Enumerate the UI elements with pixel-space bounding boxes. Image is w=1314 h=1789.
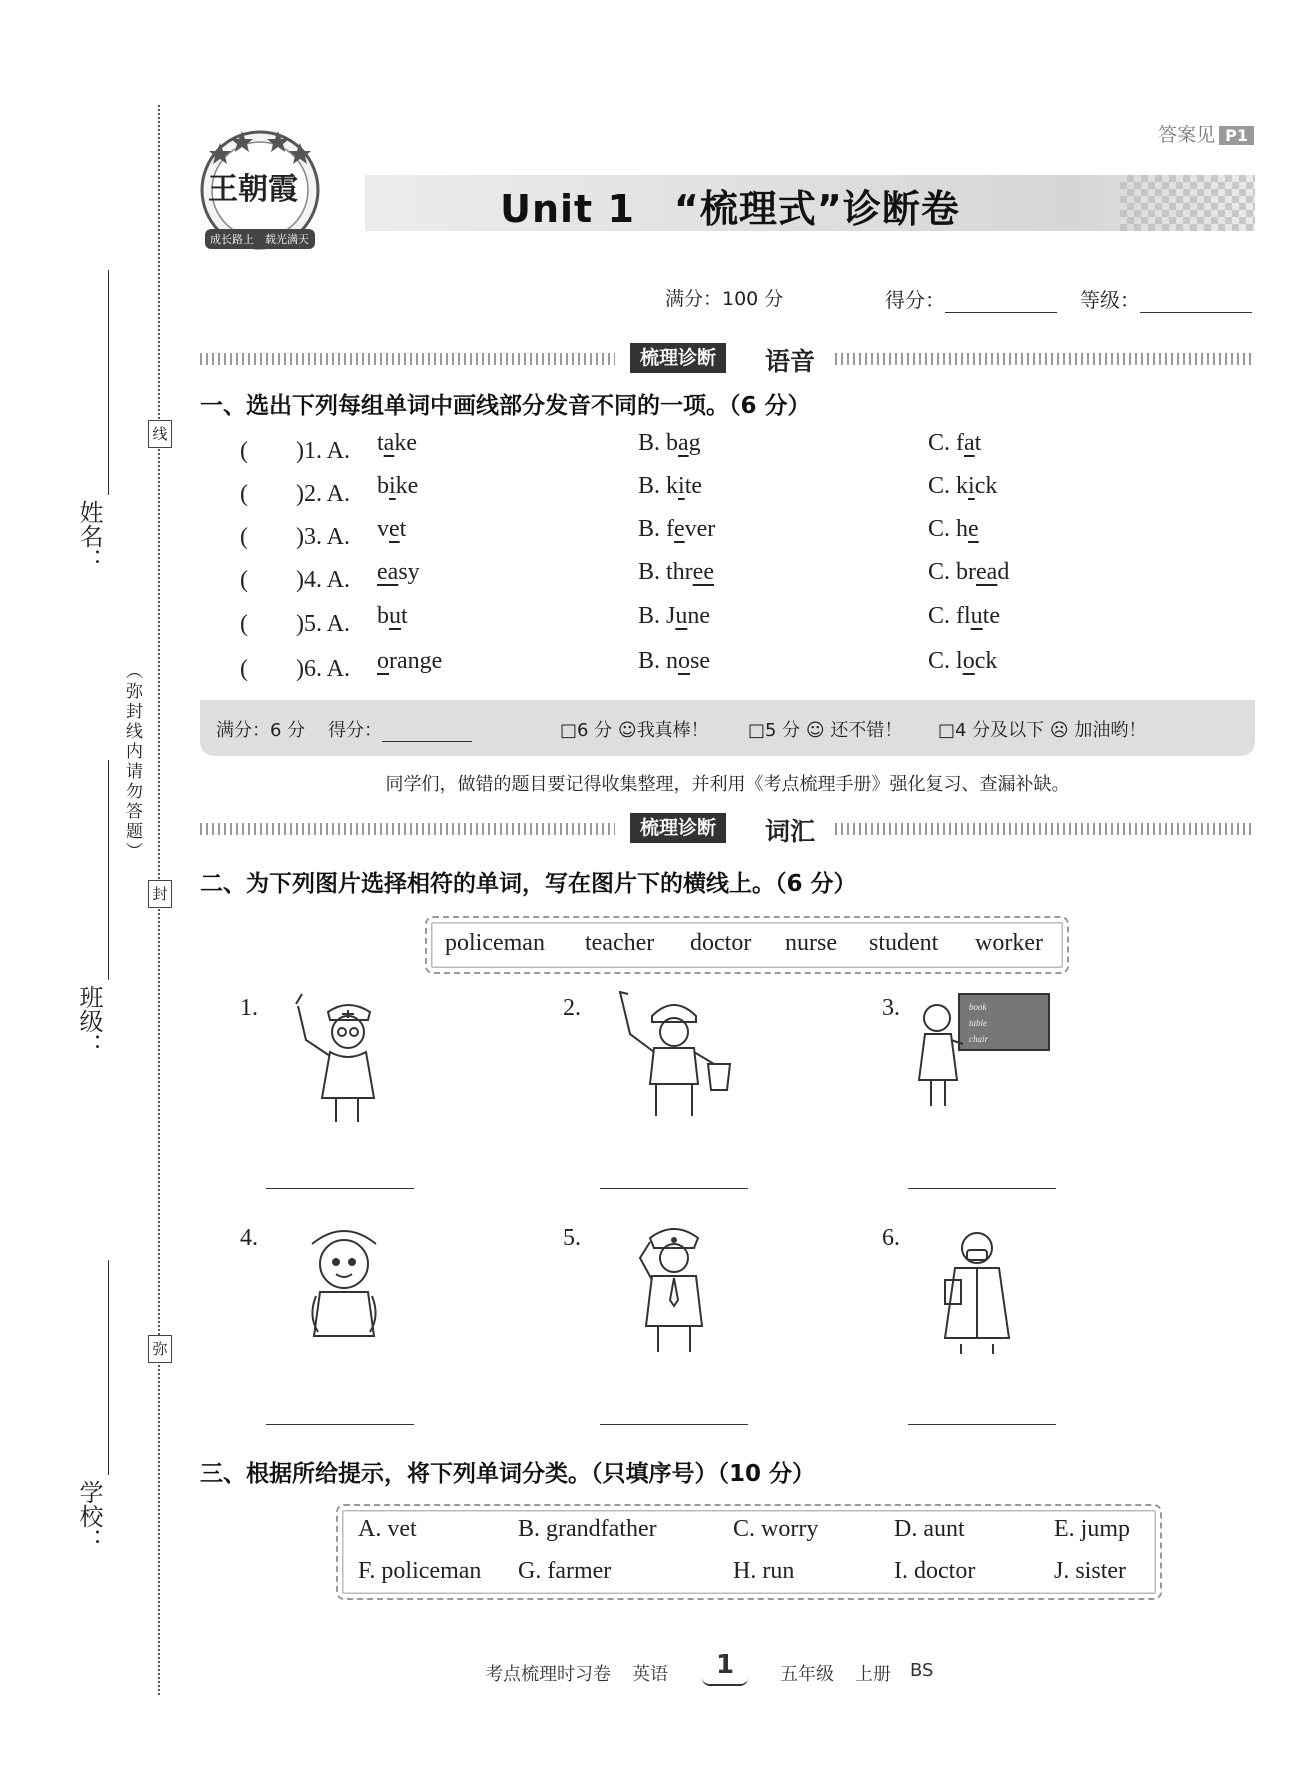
- section-bar-phonetics: [200, 343, 1255, 375]
- word-option: policeman: [445, 930, 545, 956]
- answer-line-2[interactable]: [600, 1188, 748, 1189]
- answer-reference: 答案见 P1: [1158, 120, 1254, 147]
- picture-number: 3.: [882, 995, 900, 1021]
- teacher-picture-icon: [905, 988, 1055, 1128]
- page-title: Unit 1 “梳理式”诊断卷: [500, 187, 960, 231]
- classify-word: B. grandfather: [518, 1516, 657, 1542]
- classify-word: G. farmer: [518, 1558, 612, 1584]
- answer-line-5[interactable]: [600, 1424, 748, 1425]
- picture-number: 5.: [563, 1225, 581, 1251]
- policeman-picture-icon: [600, 1218, 750, 1358]
- answer-line-4[interactable]: [266, 1424, 414, 1425]
- footer-grade: 五年级: [780, 1664, 834, 1685]
- section-tag: 梳理诊断: [630, 343, 726, 373]
- mark-mi: 弥: [148, 1335, 172, 1363]
- picture-number: 2.: [563, 995, 581, 1021]
- footer-volume: 上册: [855, 1664, 891, 1685]
- title-checker-decoration: [1120, 175, 1255, 231]
- class-field[interactable]: [108, 760, 109, 980]
- classify-word: H. run: [733, 1558, 795, 1584]
- answer-line-3[interactable]: [908, 1188, 1056, 1189]
- phonetics-row-4[interactable]: ( )4. A. easy B. three C. bread: [240, 559, 1010, 593]
- word-option: student: [869, 930, 939, 956]
- section-full-score: 满分：6 分: [216, 720, 306, 741]
- rating-option-4[interactable]: □4 分及以下 ☹ 加油哟！: [938, 720, 1147, 741]
- neutral-face-icon: ☺: [805, 720, 825, 741]
- classify-word: D. aunt: [894, 1516, 965, 1542]
- classify-word: J. sister: [1054, 1558, 1126, 1584]
- word-option: nurse: [785, 930, 837, 956]
- logo-motto-right: 载光满天: [265, 234, 309, 246]
- phonetics-row-6[interactable]: ( )6. A. orange B. nose C. lock: [240, 648, 998, 682]
- rating-option-5[interactable]: □5 分 ☺ 还不错！: [748, 720, 903, 741]
- section-name: 词汇: [765, 817, 816, 846]
- mark-line: 线: [148, 420, 172, 448]
- phonetics-row-2[interactable]: ( )2. A. bike B. kite C. kick: [240, 473, 998, 507]
- full-score: 满分：100 分: [665, 288, 784, 310]
- school-label: 学校：: [75, 1480, 103, 1552]
- section-tag: 梳理诊断: [630, 813, 726, 843]
- svg-text:book: book: [969, 1002, 987, 1012]
- doctor-picture-icon: [905, 1218, 1055, 1358]
- section-score-field[interactable]: 得分：: [328, 716, 472, 742]
- picture-number: 4.: [240, 1225, 258, 1251]
- student-picture-icon: [270, 1218, 420, 1358]
- score-field[interactable]: 得分：: [885, 284, 1057, 313]
- phonetics-row-1[interactable]: ( )1. A. take B. bag C. fat: [240, 430, 982, 464]
- footer-subject: 英语: [632, 1664, 668, 1685]
- section-name: 语音: [765, 347, 816, 376]
- footer-edition: BS: [910, 1660, 934, 1681]
- question-3-heading: 三、根据所给提示，将下列单词分类。（只填序号）（10 分）: [200, 1461, 816, 1487]
- classify-word: F. policeman: [358, 1558, 482, 1584]
- question-2-heading: 二、为下列图片选择相符的单词，写在图片下的横线上。（6 分）: [200, 871, 857, 897]
- school-field[interactable]: [108, 1260, 109, 1475]
- name-label: 姓名：: [75, 500, 103, 572]
- answer-line-6[interactable]: [908, 1424, 1056, 1425]
- class-label: 班级：: [75, 985, 103, 1057]
- word-option: teacher: [585, 930, 655, 956]
- question-1-heading: 一、选出下列每组单词中画线部分发音不同的一项。（6 分）: [200, 393, 811, 419]
- grade-field[interactable]: 等级：: [1080, 284, 1252, 313]
- phonetics-row-5[interactable]: ( )5. A. but B. June C. flute: [240, 603, 1000, 637]
- cheer-face-icon: ☹: [1049, 720, 1069, 741]
- word-option: doctor: [690, 930, 752, 956]
- mark-seal: 封: [148, 880, 172, 908]
- study-tip: 同学们，做错的题目要记得收集整理，并利用《考点梳理手册》强化复习、查漏补缺。: [385, 774, 1070, 795]
- classify-word: C. worry: [733, 1516, 819, 1542]
- answer-line-1[interactable]: [266, 1188, 414, 1189]
- seal-note: （弥封线内请勿答题）: [122, 662, 142, 862]
- classify-word: A. vet: [358, 1516, 417, 1542]
- svg-text:table: table: [969, 1018, 987, 1028]
- self-assessment-bar: [200, 700, 1255, 756]
- logo-text: 王朝霞: [208, 172, 298, 207]
- svg-text:chair: chair: [969, 1034, 988, 1044]
- classify-word: E. jump: [1054, 1516, 1130, 1542]
- classify-word-box: [336, 1504, 1162, 1600]
- rating-option-6[interactable]: □6 分 ☺我真棒！: [560, 720, 709, 741]
- nurse-picture-icon: [270, 990, 420, 1130]
- smile-icon: ☺: [617, 720, 637, 741]
- logo-motto-left: 成长路上: [210, 234, 254, 246]
- picture-number: 1.: [240, 995, 258, 1021]
- phonetics-row-3[interactable]: ( )3. A. vet B. fever C. he: [240, 516, 979, 550]
- page-number: 1: [716, 1650, 735, 1680]
- classify-word: I. doctor: [894, 1558, 976, 1584]
- word-option: worker: [975, 930, 1043, 956]
- section-bar-vocabulary: [200, 813, 1255, 845]
- worker-picture-icon: [600, 988, 750, 1128]
- name-field[interactable]: [108, 270, 109, 495]
- footer-series: 考点梳理时习卷: [485, 1664, 611, 1685]
- word-bank: [425, 916, 1069, 974]
- picture-number: 6.: [882, 1225, 900, 1251]
- answer-page: P1: [1219, 126, 1254, 145]
